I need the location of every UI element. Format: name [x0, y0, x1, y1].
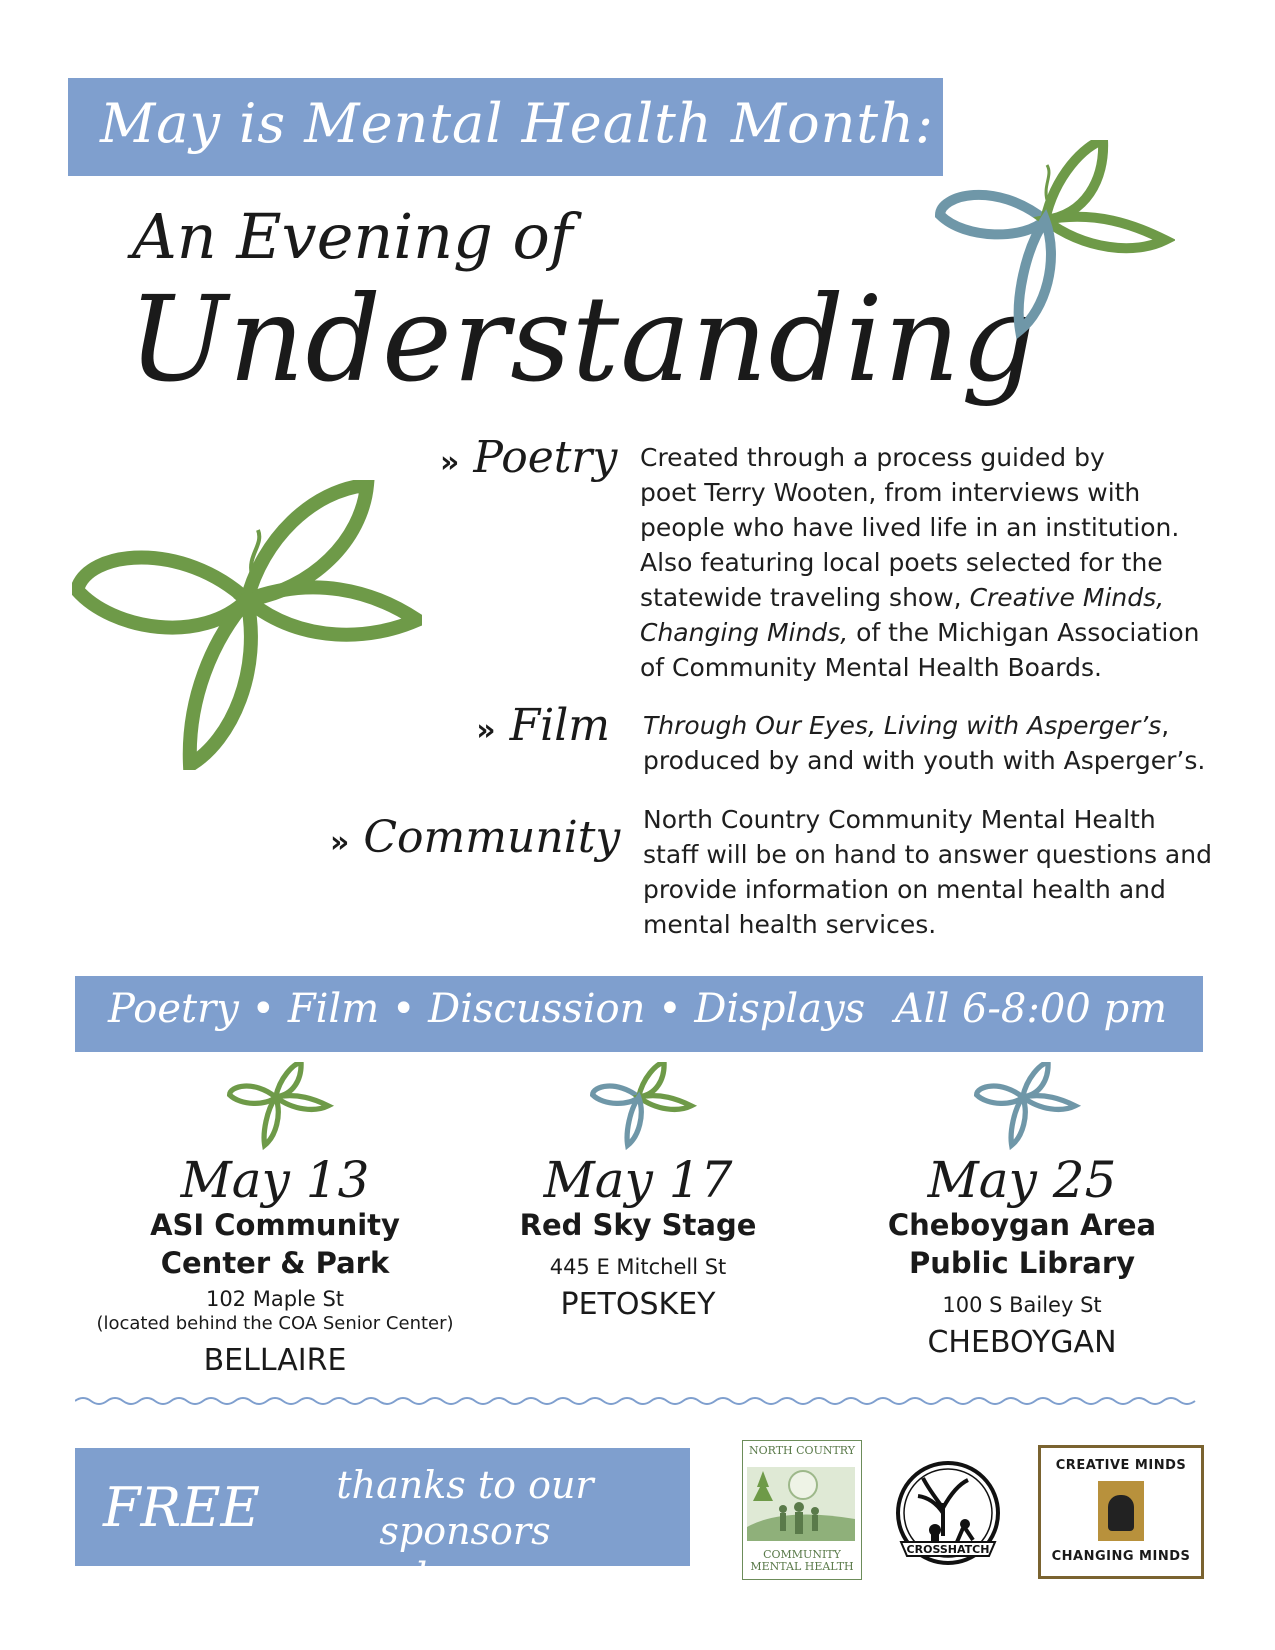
event-note: (located behind the COA Senior Center) [96, 1313, 454, 1334]
event-address: 445 E Mitchell St [549, 1255, 727, 1279]
event-date: May 17 [543, 1151, 733, 1209]
event-venue: Red Sky Stage [519, 1208, 757, 1242]
sponsor-thanks: thanks to our sponsors and venues [336, 1463, 594, 1599]
event-address: 102 Maple St [205, 1287, 345, 1311]
banner-text: May is Mental Health Month: [100, 92, 935, 155]
butterfly-icon [225, 1062, 335, 1154]
family-icon [743, 1457, 859, 1545]
event-date: May 25 [927, 1151, 1117, 1209]
page-title: Understanding [128, 270, 1038, 408]
event-city: CHEBOYGAN [927, 1325, 1117, 1360]
butterfly-icon-top [935, 140, 1175, 350]
feature-text-poetry: Created through a process guided by poet Terry Wooten, from interviews with people who have lived life in an institution. Also featuring local poets selected for the statewide traveling show, Creative Minds, Changing Minds, of the Michigan Association of Community Mental Health Boards. [640, 443, 1200, 682]
event-city: BELLAIRE [203, 1343, 347, 1378]
title-small: An Evening of [132, 200, 573, 273]
feature-text-film: Through Our Eyes, Living with Asperger’s, produced by and with youth with Asperger’s. [643, 711, 1206, 775]
head-icon [1098, 1481, 1144, 1541]
chevron-icon: » [440, 445, 460, 480]
feature-text-community: North Country Community Mental Health staff will be on hand to answer questions and provide information on mental health and mental health services. [643, 805, 1212, 939]
event-date: May 13 [180, 1151, 370, 1209]
feature-label-poetry: » Poetry [440, 432, 618, 483]
butterfly-icon-large [72, 480, 422, 770]
butterfly-icon [972, 1062, 1082, 1154]
creative-minds-logo: CREATIVE MINDS CHANGING MINDS [1038, 1445, 1204, 1579]
chevron-icon: » [330, 825, 350, 860]
event-may-17 [448, 1062, 828, 1324]
activities-list: Poetry • Film • Discussion • Displays [108, 986, 866, 1032]
activities-band [75, 976, 1203, 1052]
free-banner [75, 1448, 690, 1599]
event-may-13 [85, 1062, 465, 1380]
feature-label-community: » Community [330, 812, 621, 863]
north-country-logo: NORTH COUNTRY COMMUNITY MENTAL HEALTH [742, 1440, 862, 1580]
event-city: PETOSKEY [560, 1287, 716, 1322]
header-banner [68, 78, 943, 176]
event-venue: Cheboygan Area Public Library [887, 1208, 1157, 1280]
feature-label-film: » Film [476, 700, 610, 751]
wavy-divider [75, 1395, 1203, 1407]
free-label: FREE [103, 1476, 260, 1539]
crosshatch-label: CROSSHATCH [906, 1543, 990, 1556]
butterfly-icon [588, 1062, 698, 1154]
event-venue: ASI Community Center & Park [150, 1208, 400, 1280]
crosshatch-logo [893, 1458, 1003, 1568]
chevron-icon: » [476, 713, 496, 748]
event-time: All 6-8:00 pm [894, 986, 1167, 1032]
event-address: 100 S Bailey St [942, 1293, 1102, 1317]
event-may-25 [832, 1062, 1212, 1362]
